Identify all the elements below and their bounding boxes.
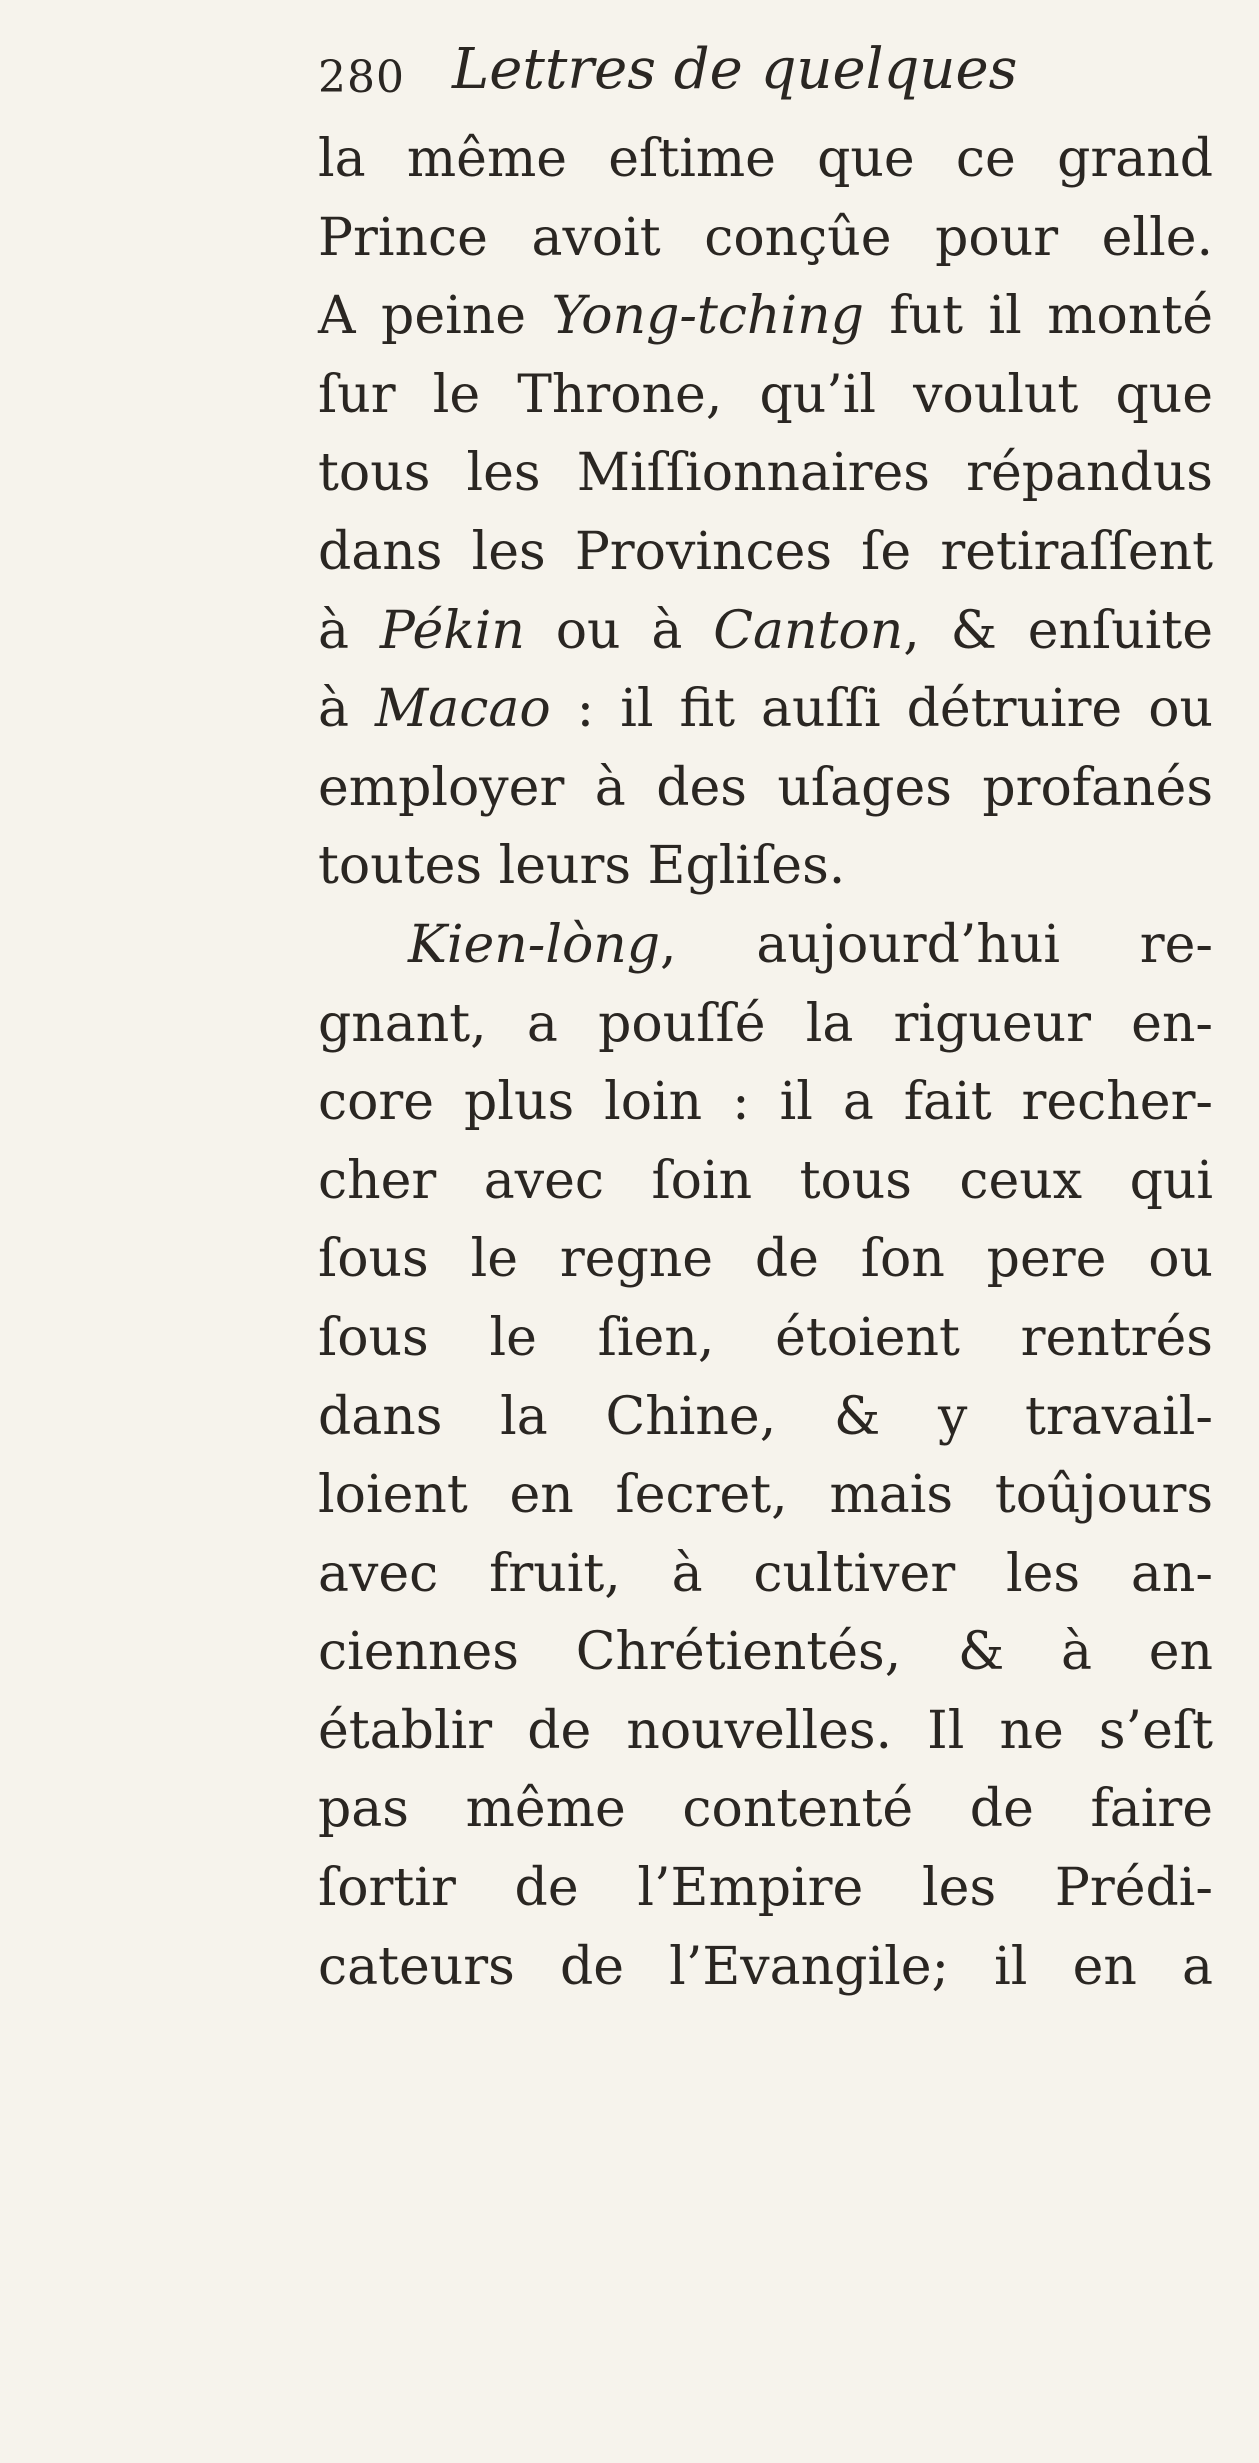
text-line-23: ſortir de l’Empire les Prédi-: [318, 1858, 1213, 1919]
text-line-4: ſur le Throne, qu’il voulut que: [318, 364, 1213, 425]
text-line-17: dans la Chine, & y travail-: [318, 1386, 1213, 1447]
text-line-15: ſous le regne de ſon pere ou: [318, 1229, 1213, 1290]
text-line-22: pas même contenté de faire: [318, 1779, 1213, 1840]
text-line-10: toutes leurs Egliſes.: [318, 836, 846, 897]
page-number: 280: [318, 52, 405, 103]
text-line-24: cateurs de l’Evangile; il en a: [318, 1936, 1213, 1997]
text-line-8: à Macao : il fit auſſi détruire ou: [318, 679, 1214, 740]
text-line-13: core plus loin : il a fait recher-: [318, 1072, 1213, 1133]
running-title: Lettres de quelques: [452, 37, 1018, 102]
text-line-3: A peine Yong-tching fut il monté: [318, 286, 1213, 347]
text-line-1: la même eſtime que ce grand: [318, 129, 1213, 189]
text-line-16: ſous le ſien, étoient rentrés: [318, 1307, 1213, 1368]
text-line-5: tous les Miſſionnaires répandus: [318, 443, 1213, 504]
body-text: [318, 120, 1213, 2006]
running-head: [0, 37, 1259, 122]
text-line-9: employer à des uſages profanés: [318, 757, 1213, 818]
text-line-14: cher avec ſoin tous ceux qui: [318, 1150, 1213, 1211]
text-line-7: à Pékin ou à Canton, & enſuite: [318, 600, 1213, 661]
text-line-12: gnant, a pouſſé la rigueur en-: [318, 993, 1213, 1054]
text-line-11: Kien-lòng, aujourd’hui re-: [408, 914, 1213, 975]
text-line-21: établir de nouvelles. Il ne s’eſt: [318, 1700, 1213, 1761]
text-line-6: dans les Provinces ſe retiraſſent: [318, 521, 1213, 582]
text-line-20: ciennes Chrétientés, & à en: [318, 1622, 1213, 1683]
text-line-2: Prince avoit conçûe pour elle.: [318, 207, 1213, 268]
text-line-19: avec fruit, à cultiver les an-: [318, 1543, 1213, 1604]
text-line-18: loient en ſecret, mais toûjours: [318, 1465, 1213, 1526]
